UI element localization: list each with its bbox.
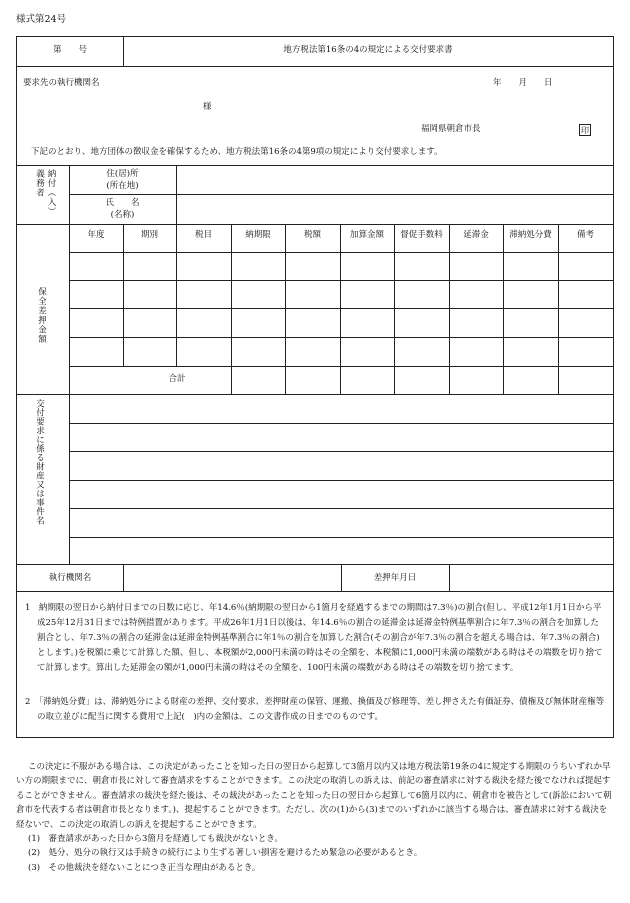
column-period: 期別 (140, 230, 158, 240)
column-tax-item: 税目 (194, 230, 212, 240)
appeal-paragraph: この決定に不服がある場合は、この決定があったことを知った日の翌日から起算して3箇月以内又は地方税法第19条の4に規定する期限のうちいずれか早い方の期限までに、朝倉市長に対して審査請求をすることができます。この決定の取消しの訴えは、前記の審査請求に対する裁決を経た後でなければ提起することができません。審査請求の裁決を経た後は、その裁決があったことを知った日の翌日から起算して6箇月以内に、朝倉市を被告として(訴訟において朝倉市を代表する者は朝倉市長となります。)、提起することができます。ただし、次の(1)から(3)までのいずれかに該当する場合は、審査請求に対する裁決を経ないで、この決定の取消しの訴えを提起することができます。 (16, 762, 612, 830)
notes-box (16, 592, 614, 738)
note-1: 1 納期限の翌日から納付日までの日数に応じ、年14.6％(納期限の翌日から1箇月を経過するまでの期間は7.3％)の割合(但し、平成12年1月1日から平成25年12月31日までは特例措置があります。平成26年1月1日以後は、年14.6％の割合の延滞金は延滞金特例基準割合に年7.3％の割合を加算した割合とし、年7.3％の割合の延滞金は延滞金特例基準割合に年1％の割合を加算した割合(その割合が年7.3％の割合を超える場合は、年7.3％の割合)とします。)を税額に乗じて計算した額、但し、本税額が2,000円未満の時はその全額を、本税額に1,000円未満の端数がある時はその端数を切り捨てて計算します。算出した延滞金の額が1,000円未満の時はその全額を、100円未満の端数がある時はその端数を切り捨てます。 (25, 603, 603, 673)
taxpayer-section-label: 納付（入）義務者 (34, 169, 56, 217)
column-tax-amount: 税額 (303, 230, 321, 240)
name-sub-text: (名称) (110, 210, 135, 220)
agency-name-field[interactable] (124, 565, 340, 591)
column-remarks: 備考 (576, 230, 594, 240)
column-fiscal-year: 年度 (87, 230, 105, 240)
addressee-org-label: 要求先の執行機関名 (23, 78, 100, 88)
honorific-sama: 様 (203, 102, 212, 112)
intro-statement: 下記のとおり、地方団体の徴収金を確保するため、地方税法第16条の4第9項の規定により交付要求します。 (31, 147, 443, 157)
seizure-date-label: 差押年月日 (373, 573, 417, 583)
issue-date-label: 年 月 日 (493, 78, 553, 88)
agency-name-label: 執行機関名 (48, 573, 92, 583)
address-label-text: 住(居)所 (106, 169, 139, 179)
name-label-text: 氏 名 (105, 198, 140, 208)
note-2: 2 「滞納処分費」は、滞納処分による財産の差押、交付要求、差押財産の保管、運搬、換価及び修理等、差し押さえた有価証券、債権及び無体財産権等の取立並びに配当に関する費用で上記( )内の金額は、この文書作成の日までのものです。 (25, 697, 605, 722)
column-additional-amount: 加算金額 (349, 230, 384, 240)
address-sub-text: (所在地) (106, 181, 139, 191)
column-disposition-fee: 滞納処分費 (509, 230, 552, 240)
column-due-date: 納期限 (245, 230, 271, 240)
taxpayer-name-label (69, 197, 176, 221)
property-section-label: 交付要求に係る財産又は事件名 (34, 399, 45, 525)
form-frame (16, 36, 614, 592)
amounts-section-label: 保全差押金額 (36, 287, 47, 344)
form-number: 様式第24号 (16, 14, 67, 25)
issuer-name: 福岡県朝倉市長 (421, 124, 481, 134)
taxpayer-address-label (69, 168, 176, 192)
taxpayer-name-field[interactable] (177, 195, 612, 223)
seizure-date-field[interactable] (450, 565, 612, 591)
taxpayer-address-field[interactable] (177, 166, 612, 193)
appeal-item-2: (2) 処分、処分の執行又は手続きの続行により生ずる著しい損害を避けるため緊急の必要があるとき。 (28, 848, 423, 859)
document-number-label: 第 号 (52, 45, 87, 55)
appeal-notice (16, 760, 614, 875)
total-row-label: 合計 (168, 374, 186, 384)
appeal-item-3: (3) その他裁決を経ないことにつき正当な理由があるとき。 (28, 862, 261, 873)
document-title: 地方税法第16条の4の規定による交付要求書 (283, 45, 453, 55)
seal-stamp: 印 (581, 126, 589, 135)
column-reminder-fee: 督促手数料 (400, 230, 443, 240)
appeal-item-1: (1) 審査請求があった日から3箇月を経過しても裁決がないとき。 (28, 834, 284, 845)
column-late-charge: 延滞金 (463, 230, 489, 240)
